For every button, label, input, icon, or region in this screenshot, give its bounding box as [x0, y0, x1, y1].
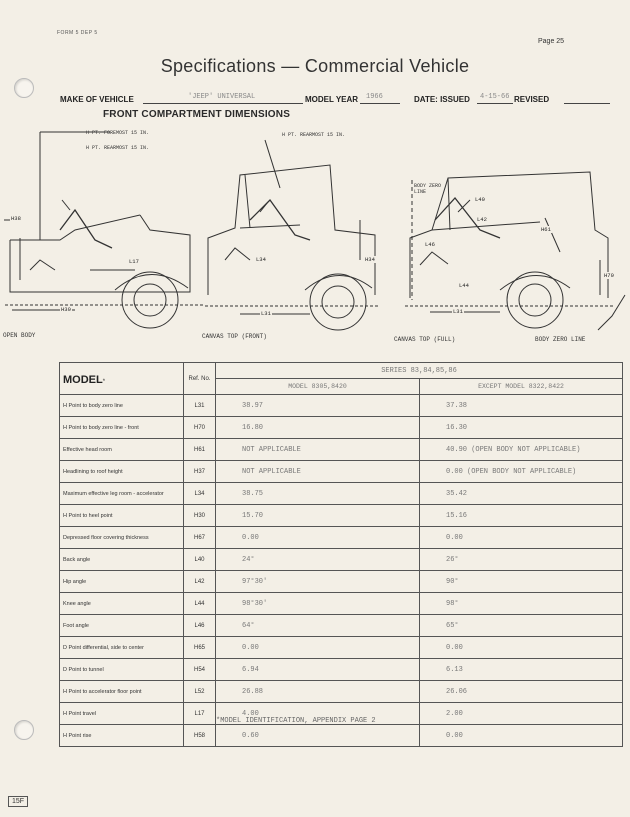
- row-value-2: 65°: [420, 615, 623, 637]
- row-value-2: 16.30: [420, 417, 623, 439]
- make-value: 'JEEP' UNIVERSAL: [188, 93, 256, 101]
- row-ref: H61: [184, 439, 216, 461]
- row-value-2: 6.13: [420, 659, 623, 681]
- row-model: Maximum effective leg room - accelerator: [60, 483, 184, 505]
- vehicle-diagrams: [0, 120, 630, 350]
- row-model: H Point rise: [60, 725, 184, 747]
- form-number: FORM 5 DEP 5: [57, 30, 98, 36]
- row-ref: L40: [184, 549, 216, 571]
- row-value-1: NOT APPLICABLE: [216, 461, 420, 483]
- model-year-label: MODEL YEAR: [305, 95, 359, 104]
- row-ref: L17: [184, 703, 216, 725]
- caption-open-body: OPEN BODY: [3, 332, 36, 339]
- row-value-1: 0.00: [216, 637, 420, 659]
- table-row: [60, 417, 623, 439]
- row-model: Depressed floor covering thickness: [60, 527, 184, 549]
- row-ref: L31: [184, 395, 216, 417]
- row-ref: H37: [184, 461, 216, 483]
- revised-label: REVISED: [514, 95, 550, 104]
- row-value-2: 40.90 (OPEN BODY NOT APPLICABLE): [420, 439, 623, 461]
- row-value-2: 15.16: [420, 505, 623, 527]
- row-value-1: 15.70: [216, 505, 420, 527]
- row-ref: L34: [184, 483, 216, 505]
- canvas-full-diagram: [405, 172, 625, 330]
- callout-rearmost: H PT. REARMOST 15 IN.: [282, 132, 346, 138]
- dim-label: L44: [459, 282, 469, 289]
- dim-label: H34: [365, 256, 375, 263]
- table-header-row: [60, 363, 623, 379]
- row-value-2: 0.00: [420, 637, 623, 659]
- table-row: [60, 461, 623, 483]
- col2-header: EXCEPT MODEL 8322,8422: [420, 379, 623, 395]
- section-title: FRONT COMPARTMENT DIMENSIONS: [103, 109, 291, 120]
- table-row: [60, 439, 623, 461]
- callout-body-zero-line: BODY ZERO LINE: [414, 183, 442, 195]
- ref-header: Ref. No.: [184, 363, 216, 395]
- table-row: [60, 505, 623, 527]
- row-value-2: 37.38: [420, 395, 623, 417]
- row-model: H Point to heel point: [60, 505, 184, 527]
- row-ref: L52: [184, 681, 216, 703]
- table-row: [60, 659, 623, 681]
- table-row: [60, 615, 623, 637]
- open-body-diagram: [4, 132, 205, 328]
- row-value-2: 98°: [420, 593, 623, 615]
- caption-body-zero-line: BODY ZERO LINE: [535, 336, 586, 343]
- row-model: H Point to body zero line - front: [60, 417, 184, 439]
- row-ref: L44: [184, 593, 216, 615]
- row-model: Headlining to roof height: [60, 461, 184, 483]
- row-value-2: 26.06: [420, 681, 623, 703]
- dim-label: L40: [475, 196, 485, 203]
- row-value-2: 0.00: [420, 725, 623, 747]
- row-value-1: 0.00: [216, 527, 420, 549]
- callout-foremost: H PT. FOREMOST 15 IN.: [86, 130, 150, 136]
- row-model: Foot angle: [60, 615, 184, 637]
- row-model: Back angle: [60, 549, 184, 571]
- table-row: [60, 571, 623, 593]
- callout-rearmost: H PT. REARMOST 15 IN.: [86, 145, 150, 151]
- footnote: *MODEL IDENTIFICATION, APPENDIX PAGE 2: [216, 717, 376, 725]
- col1-header: MODEL 8305,8420: [216, 379, 420, 395]
- page-stamp: 15F: [8, 796, 28, 807]
- series-header: SERIES 83,84,85,86: [216, 363, 623, 379]
- dim-label: H30: [61, 306, 71, 313]
- row-ref: H54: [184, 659, 216, 681]
- row-value-2: 0.00 (OPEN BODY NOT APPLICABLE): [420, 461, 623, 483]
- model-year-value: 1966: [366, 93, 383, 101]
- row-ref: H30: [184, 505, 216, 527]
- row-value-1: 6.94: [216, 659, 420, 681]
- table-row: [60, 549, 623, 571]
- date-issued-value: 4-15-66: [480, 93, 510, 101]
- row-value-1: NOT APPLICABLE: [216, 439, 420, 461]
- row-value-2: 26°: [420, 549, 623, 571]
- table-row: [60, 483, 623, 505]
- row-value-2: 90°: [420, 571, 623, 593]
- row-model: D Point to tunnel: [60, 659, 184, 681]
- table-row: [60, 395, 623, 417]
- page-number: Page 25: [538, 38, 565, 45]
- row-model: Hip angle: [60, 571, 184, 593]
- dim-label: L31: [453, 308, 463, 315]
- row-value-2: 2.00: [420, 703, 623, 725]
- dim-label: H38: [11, 215, 21, 222]
- dim-label: L17: [129, 258, 139, 265]
- row-value-1: 98°30': [216, 593, 420, 615]
- dim-label: L46: [425, 241, 435, 248]
- row-value-1: 26.88: [216, 681, 420, 703]
- date-issued-label: DATE: ISSUED: [414, 95, 470, 104]
- dim-label: H61: [541, 226, 551, 233]
- dim-label: L42: [477, 216, 487, 223]
- row-model: H Point travel: [60, 703, 184, 725]
- row-ref: H58: [184, 725, 216, 747]
- make-label: MAKE OF VEHICLE: [60, 95, 134, 104]
- binder-hole: [14, 78, 34, 98]
- caption-canvas-front: CANVAS TOP (FRONT): [202, 333, 267, 340]
- table-body: [60, 395, 623, 747]
- spec-table: [59, 362, 623, 747]
- row-ref: H67: [184, 527, 216, 549]
- row-ref: H70: [184, 417, 216, 439]
- row-value-1: 38.75: [216, 483, 420, 505]
- row-model: Knee angle: [60, 593, 184, 615]
- row-value-2: 0.00: [420, 527, 623, 549]
- row-value-1: 97°30': [216, 571, 420, 593]
- table-row: [60, 593, 623, 615]
- model-header-cell: MODEL*: [60, 363, 184, 395]
- page-title: Specifications — Commercial Vehicle: [160, 56, 470, 76]
- table-row: [60, 637, 623, 659]
- row-ref: L42: [184, 571, 216, 593]
- table-row: [60, 725, 623, 747]
- row-model: Effective head room: [60, 439, 184, 461]
- row-value-2: 35.42: [420, 483, 623, 505]
- row-value-1: 0.60: [216, 725, 420, 747]
- model-header: MODEL: [63, 373, 103, 386]
- row-value-1: 16.80: [216, 417, 420, 439]
- row-value-1: 4.00: [216, 703, 420, 725]
- dim-label: L31: [261, 310, 271, 317]
- row-value-1: 38.97: [216, 395, 420, 417]
- canvas-front-diagram: [205, 140, 380, 330]
- table-row: [60, 681, 623, 703]
- row-ref: L46: [184, 615, 216, 637]
- binder-hole: [14, 720, 34, 740]
- row-model: H Point to body zero line: [60, 395, 184, 417]
- row-value-1: 64°: [216, 615, 420, 637]
- row-value-1: 24°: [216, 549, 420, 571]
- row-model: D Point differential, side to center: [60, 637, 184, 659]
- table-row: [60, 527, 623, 549]
- revised-underline: [564, 94, 610, 104]
- caption-canvas-full: CANVAS TOP (FULL): [394, 336, 456, 343]
- dim-label: H70: [604, 272, 614, 279]
- row-model: H Point to accelerator floor point: [60, 681, 184, 703]
- row-ref: H65: [184, 637, 216, 659]
- dim-label: L34: [256, 256, 266, 263]
